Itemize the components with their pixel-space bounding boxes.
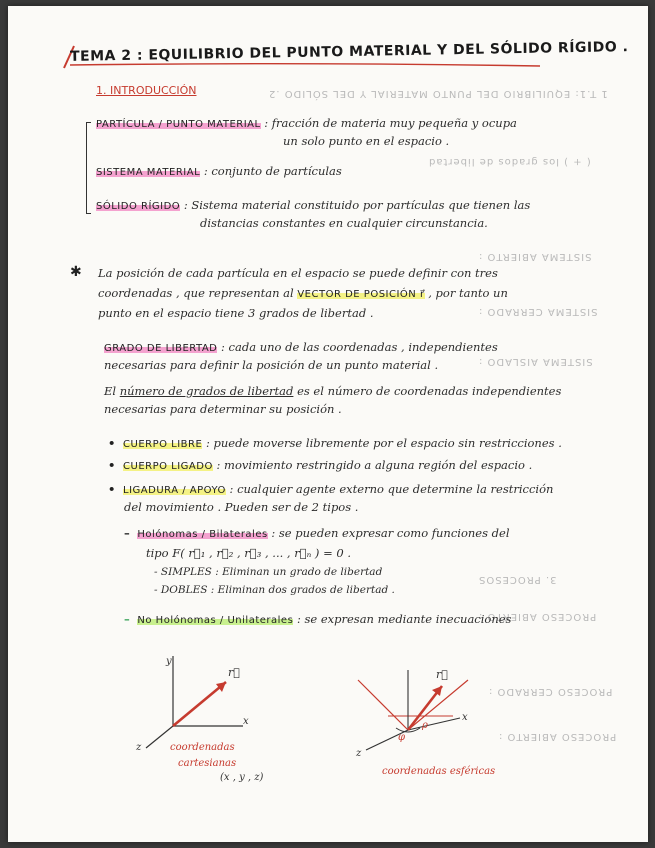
bullet-text-cont: del movimiento . Pueden ser de 2 tipos . — [124, 500, 359, 514]
def-text: : cada uno de las coordenadas , independientes — [221, 340, 498, 354]
def-text: Sistema material constituido por partículas que tienen las — [191, 198, 531, 212]
bullet-text: : cualquier agente externo que determine la restricción — [229, 482, 554, 496]
note-line: La posición de cada partícula en el espacio se puede definir con tres — [98, 266, 498, 280]
bleed-through: ( + ) los grados de libertad — [428, 156, 591, 167]
axis-label-x: x — [243, 716, 249, 727]
caption-coordenadas: coordenadas — [170, 742, 235, 753]
note-line — [98, 286, 508, 300]
title-underline — [70, 62, 540, 68]
term-vector-posicion: VECTOR DE POSICIÓN r⃗ — [297, 289, 425, 300]
z-axis — [146, 726, 173, 748]
term-solido: SÓLIDO RÍGIDO — [96, 201, 181, 212]
grado-underlined: número de grados de libertad — [119, 384, 294, 398]
bleed-through: SISTEMA ABIERTO : — [478, 251, 592, 262]
term-cuerpo-ligado: CUERPO LIGADO — [123, 461, 213, 472]
term-particula: PARTÍCULA / PUNTO MATERIAL — [96, 119, 261, 130]
notebook-page — [8, 6, 648, 842]
def-text-cont: necesarias para definir la posición de un punto material . — [104, 358, 439, 372]
angle-rho: ρ — [422, 720, 428, 731]
bleed-through: 1 T.1: EQUILIBRIO DEL PUNTO MATERIAL Y DEL SÓLIDO .2 — [268, 88, 608, 99]
caption-esfericas: coordenadas esféricas — [382, 766, 496, 777]
holonomas-formula: tipo F( r⃗₁ , r⃗₂ , r⃗₃ , ... , r⃗ₙ ) = 0 . — [146, 546, 351, 560]
bullet-dot: • — [108, 436, 116, 450]
bleed-through: SISTEMA CERRADO : — [478, 306, 598, 317]
bullet-text: : movimiento restringido a alguna región del espacio . — [216, 458, 533, 472]
def-text-cont: un solo punto en el espacio . — [283, 134, 450, 148]
note-line: punto en el espacio tiene 3 grados de libertad . — [98, 306, 374, 320]
grado-text: es el número de coordenadas independientes — [297, 384, 562, 398]
bleed-through: PROCESO ABIERTO : — [498, 731, 617, 742]
def-sep: : — [203, 164, 208, 178]
bleed-through: PROCESO CERRADO : — [488, 686, 613, 697]
holonomas-text: : se pueden expresar como funciones del — [271, 526, 510, 540]
definitions-bracket — [86, 122, 91, 214]
term-cuerpo-libre: CUERPO LIBRE — [123, 439, 203, 450]
vector-label-r: r⃗ — [436, 668, 448, 681]
definition-grado — [104, 340, 498, 354]
def-text: conjunto de partículas — [211, 164, 342, 178]
def-sep: : — [264, 116, 269, 130]
asterisk-icon: ✱ — [70, 264, 82, 280]
caption-xyz: (x , y , z) — [220, 772, 264, 783]
term-noholonomas: No Holónomas / Unilaterales — [137, 615, 294, 626]
holonomas-simples: - SIMPLES : Eliminan un grado de libertad — [154, 566, 383, 578]
def-text: fracción de materia muy pequeña y ocupa — [271, 116, 517, 130]
holonomas-dobles: - DOBLES : Eliminan dos grados de libertad . — [154, 584, 395, 596]
term-ligadura: LIGADURA / APOYO — [123, 485, 226, 496]
term-sistema: SISTEMA MATERIAL — [96, 167, 201, 178]
bleed-through: PROCESO ABIERTO : — [478, 611, 597, 622]
def-text-cont: distancias constantes en cualquier circunstancia. — [200, 216, 488, 230]
cartesian-diagram — [128, 646, 278, 796]
definition-sistema — [96, 164, 342, 178]
definition-solido — [96, 198, 530, 212]
noholonomas-text: : se expresan mediante inecuaciones — [296, 612, 512, 626]
axis-label-y: y — [166, 656, 172, 667]
axis-label-z: z — [356, 748, 362, 759]
grado-text: El — [104, 384, 117, 398]
section-heading-intro: 1. INTRODUCCIÓN — [96, 84, 197, 97]
def-sep: : — [183, 198, 188, 212]
vector-label-r: r⃗ — [228, 666, 240, 679]
term-holonomas: Holónomas / Bilaterales — [137, 529, 268, 540]
dash-mark: – — [124, 526, 130, 540]
dash-mark: – — [124, 612, 130, 626]
definition-particula — [96, 116, 517, 130]
bullet-text: : puede moverse libremente por el espacio sin restricciones . — [205, 436, 562, 450]
bullet-cuerpo-ligado — [108, 458, 532, 472]
caption-cartesianas: cartesianas — [178, 758, 237, 769]
bullet-dot: • — [108, 482, 116, 496]
spherical-diagram — [338, 656, 498, 786]
note-text: coordenadas , que representan al — [98, 286, 294, 300]
grado-line — [104, 384, 561, 398]
holonomas-line — [124, 526, 510, 540]
position-vector — [173, 682, 226, 726]
bleed-through: SISTEMA AISLADO : — [478, 356, 593, 367]
note-text: , por tanto un — [428, 286, 508, 300]
bullet-ligadura — [108, 482, 553, 496]
page-title: TEMA 2 : EQUILIBRIO DEL PUNTO MATERIAL Y DEL SÓLIDO RÍGIDO . — [69, 39, 629, 65]
axis-label-z: z — [136, 742, 142, 753]
noholonomas-line — [124, 612, 511, 626]
term-grado-libertad: GRADO DE LIBERTAD — [104, 343, 218, 354]
bullet-dot: • — [108, 458, 116, 472]
bleed-through: 3. PROCESOS — [478, 574, 557, 585]
grado-line: necesarias para determinar su posición . — [104, 402, 342, 416]
angle-phi: φ — [398, 732, 406, 743]
bullet-cuerpo-libre — [108, 436, 562, 450]
axis-label-x: x — [462, 712, 468, 723]
